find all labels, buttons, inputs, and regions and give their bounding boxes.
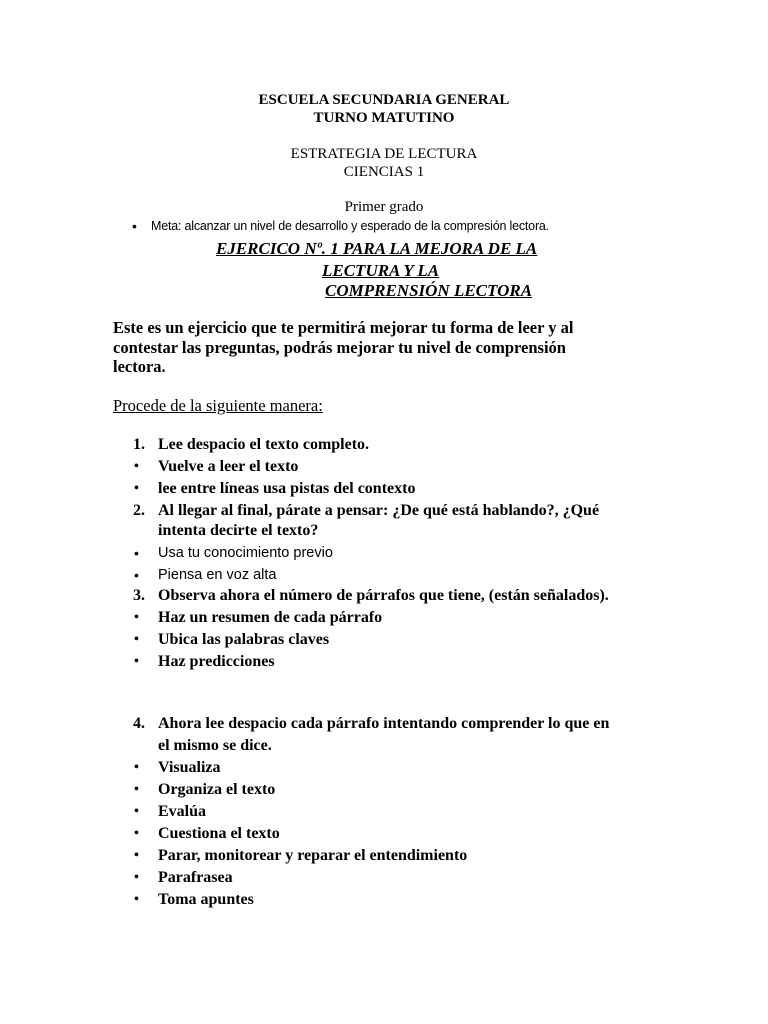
bullet-icon: •	[134, 848, 139, 863]
bullet-text: Toma apuntes	[158, 891, 254, 908]
bullet-icon: •	[134, 610, 139, 625]
meta-bullet: •	[132, 218, 137, 234]
grade-label: Primer grado	[344, 199, 424, 215]
intro-line1: Este es un ejercicio que te permitirá mejorar tu forma de leer y al	[113, 318, 574, 337]
bullet-text: Cuestiona el texto	[158, 825, 280, 842]
strategy-title: ESTRATEGIA DE LECTURA	[290, 146, 478, 162]
bullet-icon: •	[134, 892, 139, 907]
step-text: Ahora lee despacio cada párrafo intentando comprender lo que en	[158, 715, 610, 732]
bullet-text: Haz un resumen de cada párrafo	[158, 609, 383, 626]
step-number: 3.	[133, 587, 145, 604]
exercise-title-line2: LECTURA Y LA	[322, 261, 440, 280]
bullet-text: Vuelve a leer el texto	[158, 458, 299, 475]
school-shift: TURNO MATUTINO	[313, 110, 455, 126]
bullet-icon: •	[134, 632, 139, 647]
step-text: Al llegar al final, párate a pensar: ¿De qué está hablando?, ¿Qué	[158, 502, 600, 519]
bullet-text: Parafrasea	[158, 869, 233, 886]
bullet-text: Evalúa	[158, 803, 207, 820]
procedure-heading: Procede de la siguiente manera:	[113, 396, 323, 415]
bullet-text: Piensa en voz alta	[158, 567, 277, 583]
bullet-icon: •	[134, 760, 139, 775]
meta-goal: Meta: alcanzar un nivel de desarrollo y esperado de la compresión lectora.	[151, 219, 549, 233]
step-number: 2.	[133, 502, 145, 519]
bullet-icon: •	[134, 782, 139, 797]
school-name: ESCUELA SECUNDARIA GENERAL	[258, 92, 510, 108]
bullet-text: Ubica las palabras claves	[158, 631, 330, 648]
bullet-icon: •	[134, 654, 139, 669]
step-text-continued: el mismo se dice.	[158, 737, 272, 754]
bullet-icon: •	[134, 567, 139, 583]
bullet-icon: •	[134, 804, 139, 819]
bullet-text: Usa tu conocimiento previo	[158, 545, 333, 561]
intro-line2: contestar las preguntas, podrás mejorar tu nivel de comprensión	[113, 338, 566, 357]
step-text: Observa ahora el número de párrafos que tiene, (están señalados).	[158, 587, 609, 604]
exercise-title-line1: EJERCICO Nº. 1 PARA LA MEJORA DE LA	[216, 239, 538, 258]
bullet-icon: •	[134, 826, 139, 841]
bullet-icon: •	[134, 481, 139, 496]
subject-title: CIENCIAS 1	[343, 164, 425, 180]
step-text-continued: intenta decirte el texto?	[158, 522, 319, 539]
bullet-icon: •	[134, 870, 139, 885]
step-number: 1.	[133, 436, 145, 453]
step-text: Lee despacio el texto completo.	[158, 436, 370, 453]
exercise-title-line3: COMPRENSIÓN LECTORA	[325, 281, 533, 300]
intro-line3: lectora.	[113, 357, 166, 376]
step-number: 4.	[133, 715, 145, 732]
bullet-text: Visualiza	[158, 759, 221, 776]
bullet-icon: •	[134, 459, 139, 474]
bullet-text: Organiza el texto	[158, 781, 276, 798]
bullet-icon: •	[134, 545, 139, 561]
bullet-text: Haz predicciones	[158, 653, 275, 670]
bullet-text: lee entre líneas usa pistas del contexto	[158, 480, 416, 497]
bullet-text: Parar, monitorear y reparar el entendimiento	[158, 847, 468, 864]
